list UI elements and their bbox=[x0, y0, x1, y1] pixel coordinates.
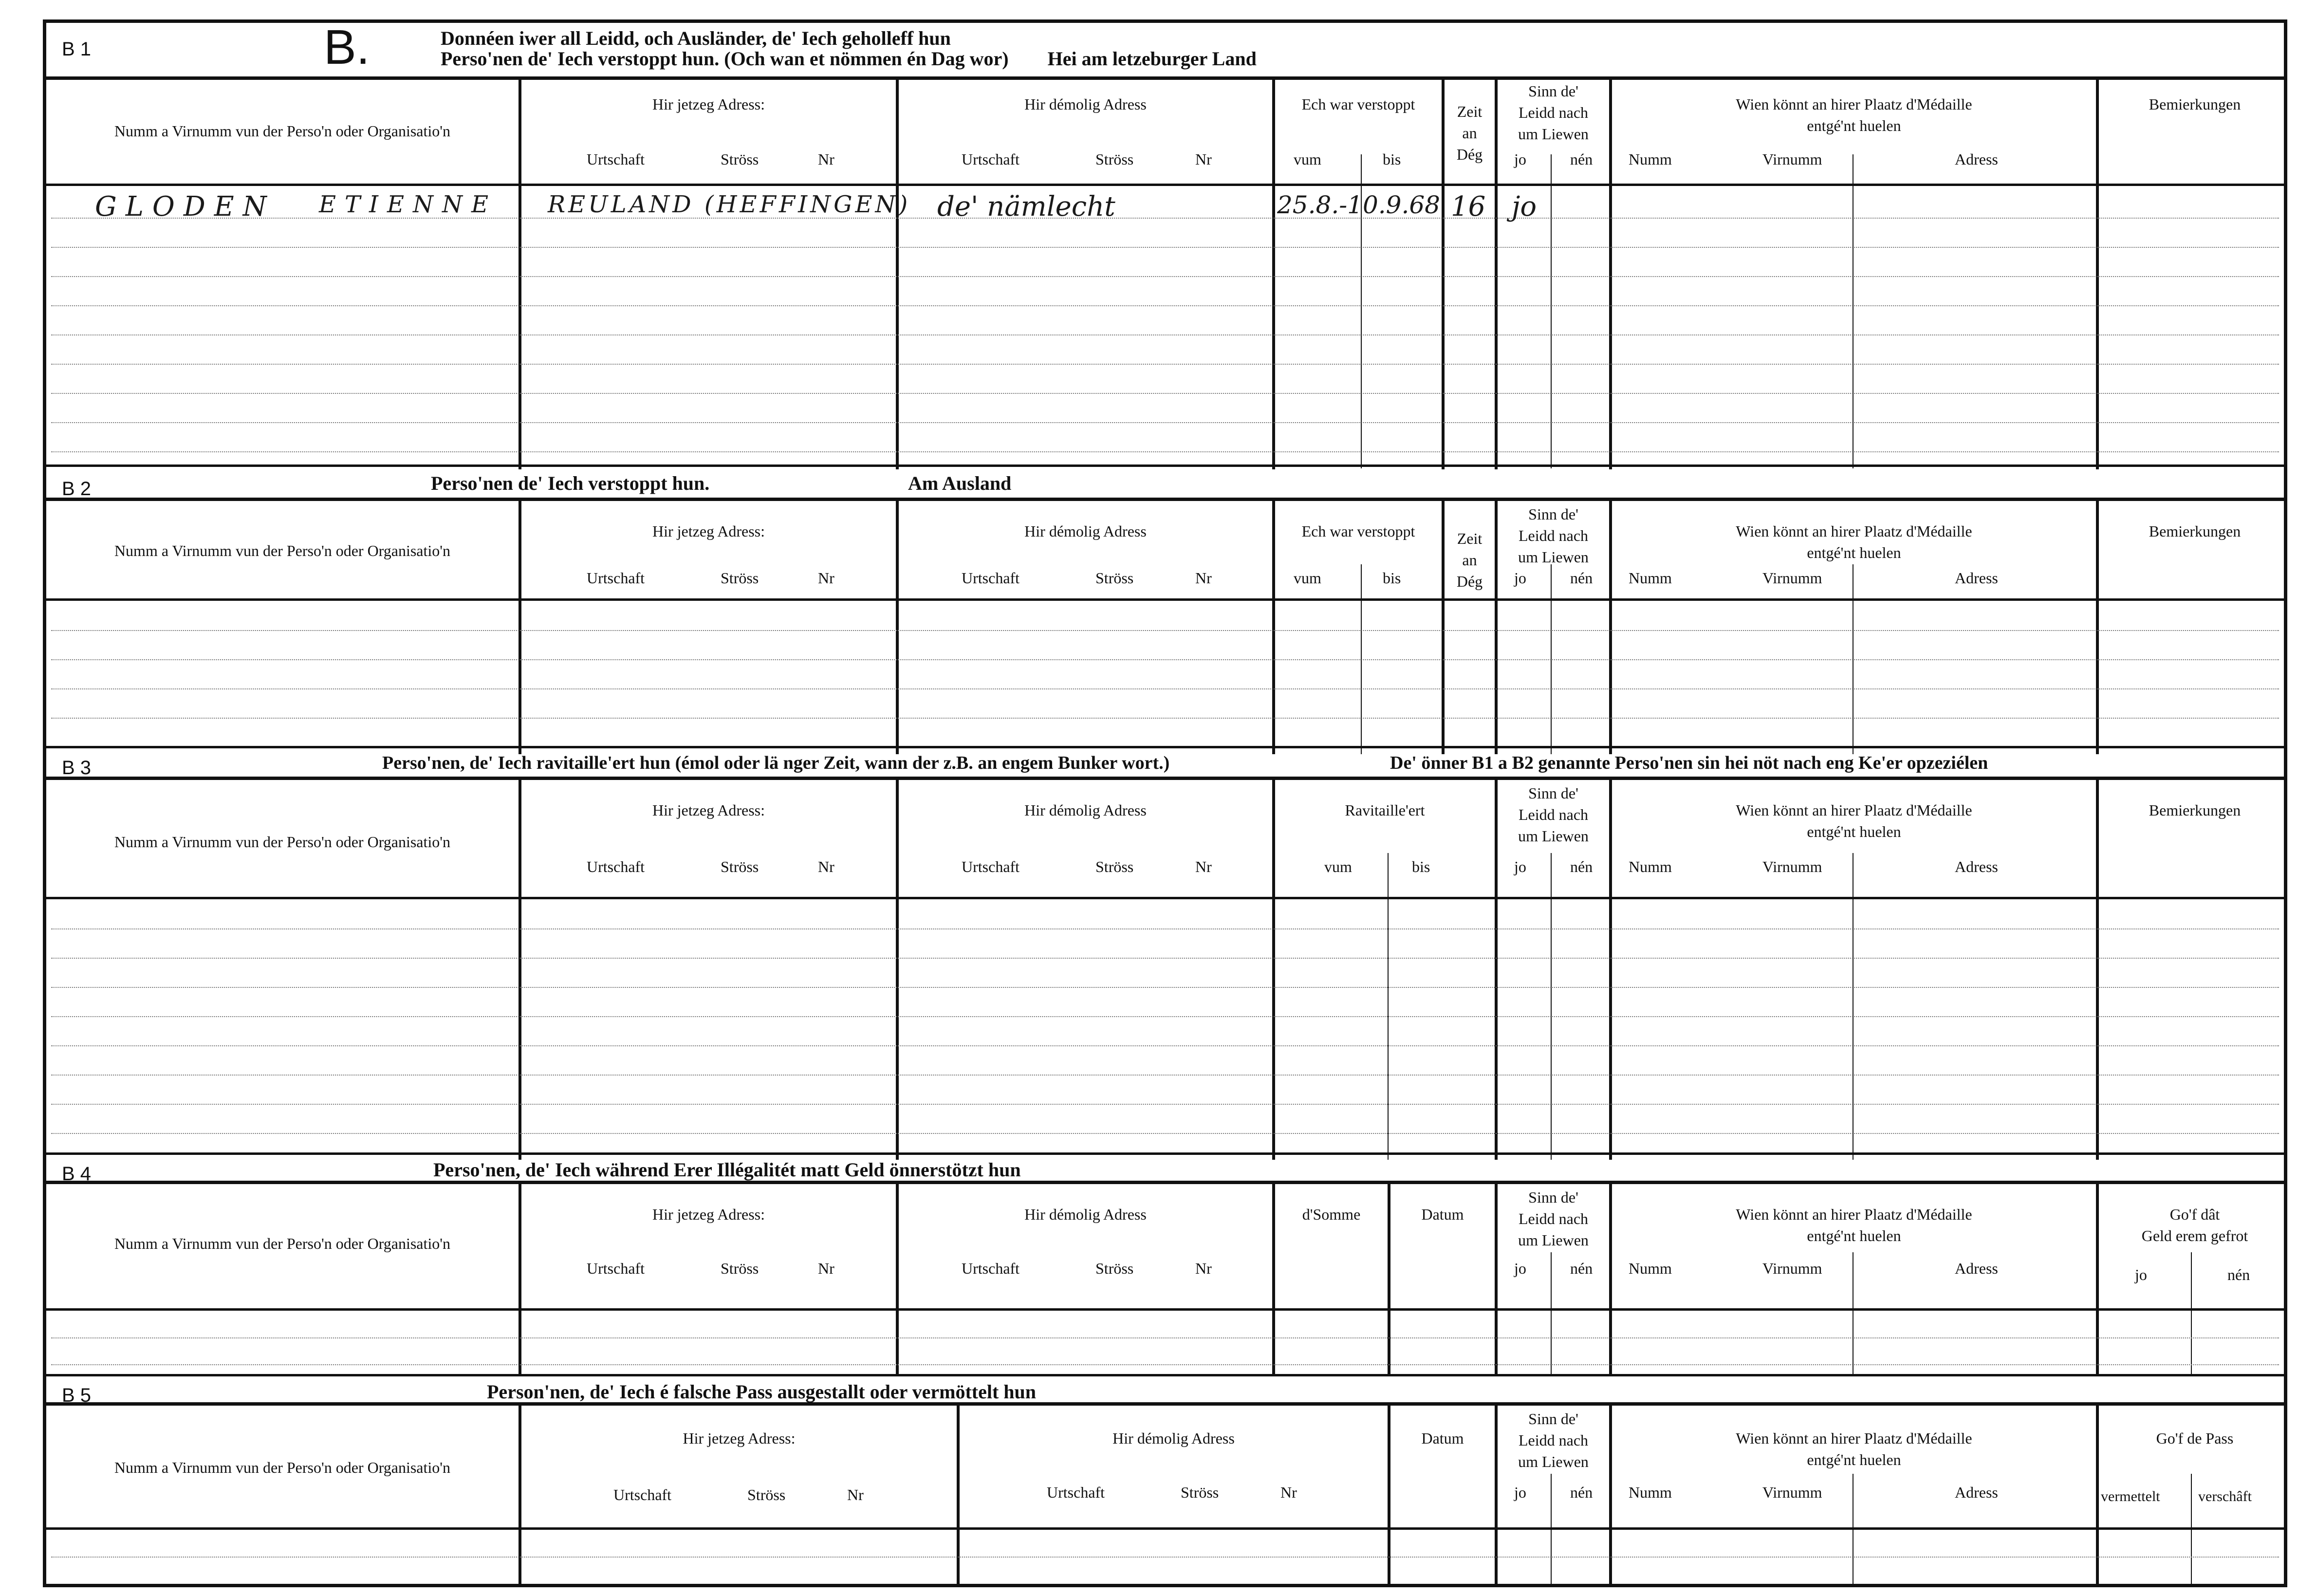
header-alive-line: Sinn de' bbox=[1528, 82, 1578, 100]
header-number: Nr bbox=[818, 1260, 834, 1277]
section-code: B 4 bbox=[62, 1163, 92, 1185]
header-locality: Urtschaft bbox=[962, 150, 1020, 168]
entry-line bbox=[51, 1133, 2279, 1134]
col-divider bbox=[1609, 80, 1612, 469]
header-pass: Go'f de Pass bbox=[2156, 1429, 2234, 1447]
form-sheet bbox=[43, 19, 2287, 1587]
header-medal-name: Numm bbox=[1629, 858, 1672, 875]
header-street: Ströss bbox=[721, 569, 759, 587]
header-alive-line: Leidd nach bbox=[1518, 806, 1589, 823]
entry-last-name: GLODEN bbox=[95, 191, 276, 223]
header-sum: d'Somme bbox=[1302, 1206, 1361, 1223]
entry-line bbox=[51, 1337, 2279, 1338]
section-title-right: De' önner B1 a B2 genannte Perso'nen sin hei nöt nach eng Ke'er opzeziélen bbox=[1390, 753, 1988, 773]
header-days-line: an bbox=[1462, 124, 1477, 142]
header-alive-line: um Liewen bbox=[1518, 827, 1589, 845]
header-medal-line: entgé'nt huelen bbox=[1807, 1227, 1901, 1244]
header-street: Ströss bbox=[721, 1260, 759, 1277]
divider bbox=[46, 76, 2284, 80]
header-alive-line: um Liewen bbox=[1518, 1453, 1589, 1470]
header-alive-line: Leidd nach bbox=[1518, 527, 1589, 544]
entry-former-place: de' nämlecht bbox=[937, 191, 1115, 223]
header-number: Nr bbox=[1195, 858, 1212, 875]
entry-hidden-dates bbox=[1277, 191, 1440, 219]
header-medal-name: Numm bbox=[1629, 150, 1672, 168]
col-divider bbox=[2096, 80, 2099, 469]
header-medal-line: entgé'nt huelen bbox=[1807, 544, 1901, 561]
header-locality: Urtschaft bbox=[587, 569, 645, 587]
section-b4 bbox=[46, 1184, 2284, 1376]
header-days bbox=[1445, 528, 1495, 592]
header-medal-name: Numm bbox=[1629, 1260, 1672, 1277]
section-title bbox=[441, 47, 1257, 70]
header-number: Nr bbox=[847, 1486, 864, 1503]
header-days-line: an bbox=[1462, 551, 1477, 569]
header-locality: Urtschaft bbox=[962, 569, 1020, 587]
header-yes: jo bbox=[2135, 1266, 2147, 1283]
header-medal-name: Numm bbox=[1629, 569, 1672, 587]
entry-line bbox=[51, 247, 2279, 248]
header-bottom-line bbox=[46, 1308, 2284, 1311]
header-locality: Urtschaft bbox=[587, 858, 645, 875]
header-bottom-line bbox=[46, 1527, 2284, 1530]
header-former-address: Hir démolig Adress bbox=[1112, 1429, 1235, 1447]
section-code: B 5 bbox=[62, 1385, 92, 1406]
entry-line bbox=[51, 393, 2279, 394]
header-street: Ströss bbox=[1181, 1484, 1219, 1501]
section-title: Perso'nen de' Iech verstoppt hun. bbox=[431, 472, 710, 494]
entry-line bbox=[51, 688, 2279, 689]
entry-line bbox=[51, 987, 2279, 988]
header-supplied: Ravitaille'ert bbox=[1345, 801, 1425, 819]
header-former-address: Hir démolig Adress bbox=[1024, 801, 1147, 819]
entry-line bbox=[51, 451, 2279, 452]
header-medal-line: entgé'nt huelen bbox=[1807, 117, 1901, 134]
header-days-line: Dég bbox=[1456, 573, 1483, 590]
header-medal-first: Virnumm bbox=[1762, 1484, 1822, 1501]
header-no: nén bbox=[1570, 1260, 1593, 1277]
header-medal-line: entgé'nt huelen bbox=[1807, 823, 1901, 840]
header-locality: Urtschaft bbox=[613, 1486, 672, 1503]
entry-line bbox=[51, 1016, 2279, 1017]
header-days bbox=[1445, 101, 1495, 165]
col-divider bbox=[2096, 780, 2099, 1160]
header-from: vum bbox=[1294, 150, 1321, 168]
header-alive-line: Leidd nach bbox=[1518, 104, 1589, 121]
header-yes: jo bbox=[1514, 1260, 1526, 1277]
header-medal bbox=[1612, 520, 2096, 563]
header-money-line: Geld erem gefrot bbox=[2141, 1227, 2248, 1244]
col-divider bbox=[896, 80, 899, 469]
entry-line bbox=[51, 1045, 2279, 1046]
header-medal-address: Adress bbox=[1955, 1260, 1998, 1277]
header-medal-first: Virnumm bbox=[1762, 858, 1822, 875]
header-bottom-line bbox=[46, 184, 2284, 186]
header-no: nén bbox=[2227, 1266, 2250, 1283]
section-bar bbox=[46, 1374, 2284, 1406]
header-days-line: Zeit bbox=[1457, 530, 1483, 547]
header-alive-line: um Liewen bbox=[1518, 548, 1589, 566]
header-bottom-line bbox=[46, 598, 2284, 601]
section-code: B 2 bbox=[62, 478, 92, 500]
header-former-address: Hir démolig Adress bbox=[1024, 95, 1147, 113]
header-locality: Urtschaft bbox=[1047, 1484, 1105, 1501]
header-no: nén bbox=[1570, 858, 1593, 875]
header-medal-line: entgé'nt huelen bbox=[1807, 1451, 1901, 1468]
entry-current-place: REULAND (HEFFINGEN) bbox=[548, 191, 911, 218]
header-medal-line: Wien könnt an hirer Plaatz d'Médaille bbox=[1736, 1429, 1972, 1447]
header-number: Nr bbox=[1195, 1260, 1212, 1277]
entry-line bbox=[51, 659, 2279, 660]
col-divider bbox=[1272, 780, 1275, 1160]
header-street: Ströss bbox=[1095, 858, 1134, 875]
sub-divider bbox=[2191, 1252, 2192, 1376]
header-alive bbox=[1498, 80, 1609, 145]
header-medal-line: Wien könnt an hirer Plaatz d'Médaille bbox=[1736, 95, 1972, 113]
sub-divider bbox=[1551, 154, 1552, 468]
header-money-line: Go'f dât bbox=[2169, 1206, 2220, 1223]
section-title-line: Perso'nen de' Iech verstoppt hun. (Och wan et nömmen én Dag wor) bbox=[441, 48, 1009, 70]
entry-line bbox=[51, 334, 2279, 335]
header-locality: Urtschaft bbox=[587, 1260, 645, 1277]
col-divider bbox=[519, 80, 521, 469]
header-medal bbox=[1612, 799, 2096, 842]
section-b1 bbox=[46, 20, 2284, 468]
header-medal-address: Adress bbox=[1955, 150, 1998, 168]
header-to: bis bbox=[1383, 150, 1401, 168]
header-current-address: Hir jetzeg Adress: bbox=[652, 522, 765, 540]
header-no: nén bbox=[1570, 569, 1593, 587]
entry-line bbox=[51, 718, 2279, 719]
header-medal-address: Adress bbox=[1955, 1484, 1998, 1501]
header-number: Nr bbox=[1195, 569, 1212, 587]
header-name: Numm a Virnumm vun der Perso'n oder Organisatio'n bbox=[114, 1235, 451, 1252]
header-alive-line: um Liewen bbox=[1518, 125, 1589, 143]
entry-to: 10.9.68 bbox=[1347, 191, 1440, 219]
header-remarks: Bemierkungen bbox=[2149, 95, 2241, 113]
header-bottom-line bbox=[46, 897, 2284, 899]
header-current-address: Hir jetzeg Adress: bbox=[683, 1429, 796, 1447]
col-divider bbox=[1272, 80, 1275, 469]
header-alive bbox=[1498, 1187, 1609, 1251]
header-number: Nr bbox=[818, 569, 834, 587]
section-title bbox=[382, 752, 1169, 774]
header-alive-line: Leidd nach bbox=[1518, 1431, 1589, 1449]
sub-divider bbox=[1551, 1252, 1552, 1376]
sub-divider bbox=[2191, 1474, 2192, 1587]
entry-from: 25.8. bbox=[1277, 191, 1339, 219]
header-locality: Urtschaft bbox=[962, 1260, 1020, 1277]
header-date: Datum bbox=[1421, 1206, 1464, 1223]
header-street: Ströss bbox=[747, 1486, 786, 1503]
section-title-text: Perso'nen, de' Iech ravitaille'ert hun (émol oder lä nger Zeit, wann der z.B. an engem Bunker wort.) bbox=[382, 753, 1170, 773]
header-medal bbox=[1612, 1428, 2096, 1470]
header-medal-name: Numm bbox=[1629, 1484, 1672, 1501]
section-code: B 1 bbox=[62, 38, 92, 60]
header-name: Numm a Virnumm vun der Perso'n oder Organisatio'n bbox=[114, 122, 451, 140]
header-yes: jo bbox=[1514, 569, 1526, 587]
sub-divider bbox=[1551, 1474, 1552, 1587]
col-divider bbox=[896, 780, 899, 1160]
header-former-address: Hir démolig Adress bbox=[1024, 1206, 1147, 1223]
header-to: bis bbox=[1412, 858, 1430, 875]
header-medal-first: Virnumm bbox=[1762, 569, 1822, 587]
section-b3 bbox=[46, 780, 2284, 1160]
section-title: Donnéen iwer all Leidd, och Ausländer, de' Iech geholleff hun bbox=[441, 27, 951, 49]
header-to: bis bbox=[1383, 569, 1401, 587]
entry-line bbox=[51, 276, 2279, 277]
header-no: nén bbox=[1570, 1484, 1593, 1501]
section-title: Person'nen, de' Iech é falsche Pass ausgestallt oder vermöttelt hun bbox=[487, 1381, 1037, 1403]
header-yes: jo bbox=[1514, 858, 1526, 875]
entry-days: 16 bbox=[1451, 191, 1486, 223]
entry-line bbox=[51, 1075, 2279, 1076]
section-title-right: Am Ausland bbox=[908, 472, 1012, 494]
section-b2 bbox=[46, 501, 2284, 754]
header-alive bbox=[1498, 1408, 1609, 1472]
section-bar bbox=[46, 1152, 2284, 1184]
header-remarks: Bemierkungen bbox=[2149, 801, 2241, 819]
entry-first-name: ETIENNE bbox=[319, 191, 498, 218]
header-number: Nr bbox=[818, 858, 834, 875]
entry-alive: jo bbox=[1512, 191, 1537, 223]
header-yes: jo bbox=[1514, 150, 1526, 168]
header-medal bbox=[1612, 1204, 2096, 1246]
entry-line bbox=[51, 364, 2279, 365]
section-b5 bbox=[46, 1406, 2284, 1587]
header-locality: Urtschaft bbox=[962, 858, 1020, 875]
header-medal-address: Adress bbox=[1955, 569, 1998, 587]
header-obtained: verschâft bbox=[2198, 1488, 2252, 1504]
header-from: vum bbox=[1294, 569, 1321, 587]
header-alive-line: Sinn de' bbox=[1528, 505, 1578, 523]
header-hidden: Ech war verstoppt bbox=[1301, 95, 1415, 113]
section-code: B 3 bbox=[62, 757, 92, 779]
header-medal-first: Virnumm bbox=[1762, 1260, 1822, 1277]
header-alive-line: Sinn de' bbox=[1528, 1410, 1578, 1428]
header-medal-line: Wien könnt an hirer Plaatz d'Médaille bbox=[1736, 1206, 1972, 1223]
header-alive-line: Sinn de' bbox=[1528, 1188, 1578, 1206]
header-date: Datum bbox=[1421, 1429, 1464, 1447]
entry-line bbox=[51, 305, 2279, 306]
header-locality: Urtschaft bbox=[587, 150, 645, 168]
entry-line bbox=[51, 928, 2279, 929]
header-days-line: Zeit bbox=[1457, 103, 1483, 120]
header-alive-line: Leidd nach bbox=[1518, 1210, 1589, 1227]
entry-line bbox=[51, 1104, 2279, 1105]
header-alive bbox=[1498, 503, 1609, 568]
header-alive-line: Sinn de' bbox=[1528, 784, 1578, 802]
section-title-right: Hei am letzeburger Land bbox=[1047, 48, 1257, 70]
header-yes: jo bbox=[1514, 1484, 1526, 1501]
header-number: Nr bbox=[1280, 1484, 1297, 1501]
entry-line bbox=[51, 630, 2279, 631]
section-title: Perso'nen, de' Iech während Erer Illégalitét matt Geld önnerstötzt hun bbox=[433, 1159, 1021, 1181]
header-street: Ströss bbox=[1095, 1260, 1134, 1277]
entry-dash: - bbox=[1339, 191, 1348, 219]
header-street: Ströss bbox=[721, 858, 759, 875]
header-medal-first: Virnumm bbox=[1762, 150, 1822, 168]
header-medal bbox=[1612, 93, 2096, 136]
header-number: Nr bbox=[1195, 150, 1212, 168]
header-name: Numm a Virnumm vun der Perso'n oder Organisatio'n bbox=[114, 833, 451, 851]
header-medal-address: Adress bbox=[1955, 858, 1998, 875]
header-remarks: Bemierkungen bbox=[2149, 522, 2241, 540]
header-issued: vermettelt bbox=[2101, 1488, 2160, 1504]
header-hidden: Ech war verstoppt bbox=[1301, 522, 1415, 540]
header-alive bbox=[1498, 782, 1609, 847]
header-money-back bbox=[2099, 1204, 2291, 1246]
header-medal-line: Wien könnt an hirer Plaatz d'Médaille bbox=[1736, 801, 1972, 819]
entry-line bbox=[51, 1557, 2279, 1558]
entry-line bbox=[51, 422, 2279, 423]
header-street: Ströss bbox=[721, 150, 759, 168]
section-bar bbox=[46, 464, 2284, 501]
header-name: Numm a Virnumm vun der Perso'n oder Organisatio'n bbox=[114, 1459, 451, 1476]
header-current-address: Hir jetzeg Adress: bbox=[652, 1206, 765, 1223]
header-street: Ströss bbox=[1095, 569, 1134, 587]
header-medal-line: Wien könnt an hirer Plaatz d'Médaille bbox=[1736, 522, 1972, 540]
entry-line bbox=[51, 1364, 2279, 1365]
form-letter: B. bbox=[324, 20, 370, 74]
header-alive-line: um Liewen bbox=[1518, 1231, 1589, 1249]
header-current-address: Hir jetzeg Adress: bbox=[652, 95, 765, 113]
header-number: Nr bbox=[818, 150, 834, 168]
header-days-line: Dég bbox=[1456, 146, 1483, 163]
entry-line bbox=[51, 958, 2279, 959]
header-name: Numm a Virnumm vun der Perso'n oder Organisatio'n bbox=[114, 542, 451, 559]
header-no: nén bbox=[1570, 150, 1593, 168]
header-street: Ströss bbox=[1095, 150, 1134, 168]
col-divider bbox=[519, 780, 521, 1160]
header-former-address: Hir démolig Adress bbox=[1024, 522, 1147, 540]
header-from: vum bbox=[1324, 858, 1352, 875]
header-current-address: Hir jetzeg Adress: bbox=[652, 801, 765, 819]
